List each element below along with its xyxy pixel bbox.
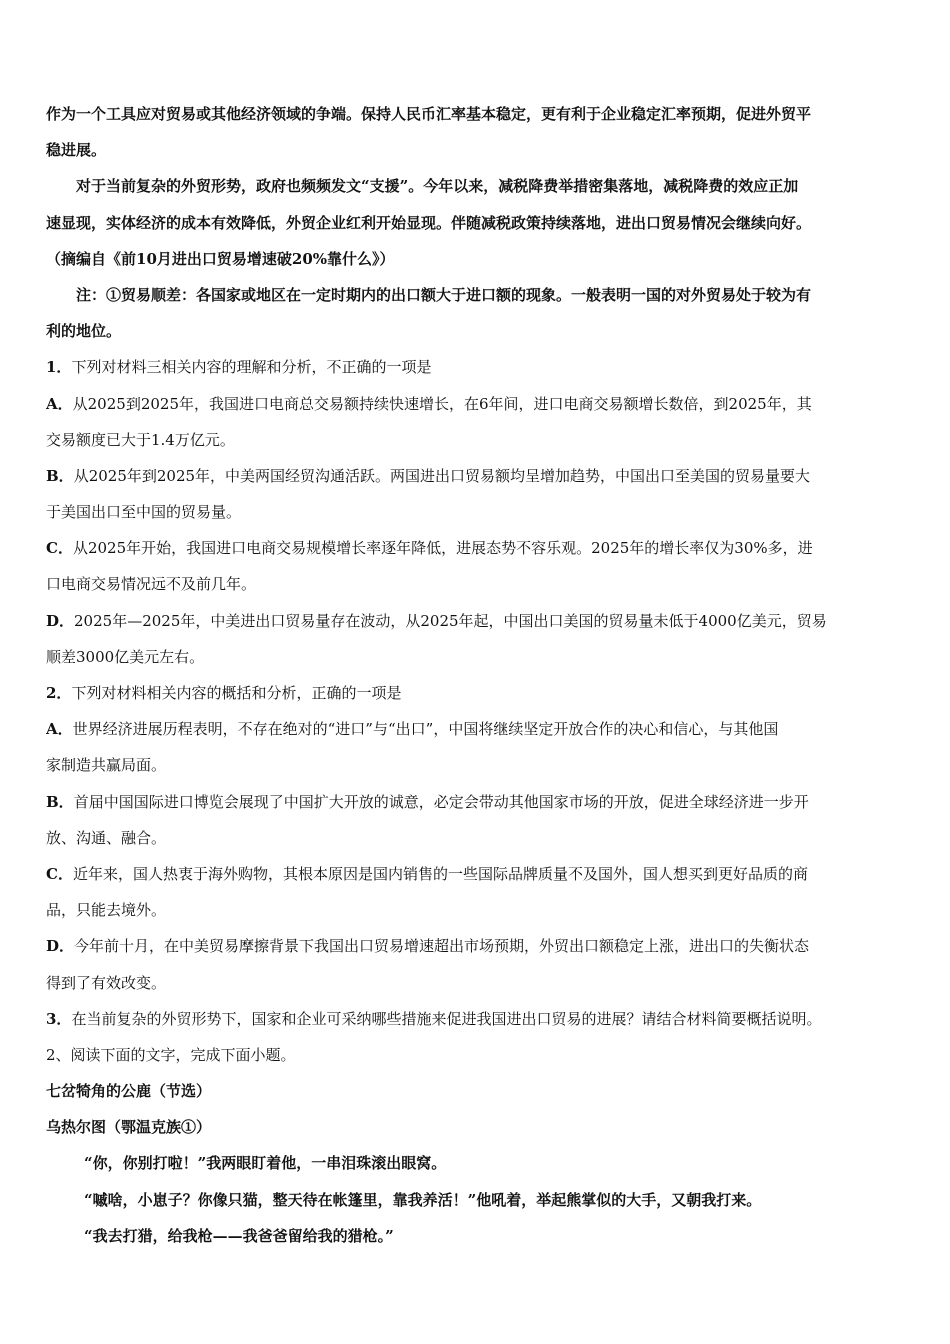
passage-line: 速显现，实体经济的成本有效降低，外贸企业红利开始显现。伴随减税政策持续落地，进出口贸易情况会继续向好。 bbox=[46, 213, 812, 232]
option-text-continued: 口电商交易情况远不及前几年。 bbox=[46, 575, 257, 594]
option-text: 世界经济进展历程表明，不存在绝对的“进口”与“出口”，中国将继续坚定开放合作的决心和信心，与其他国 bbox=[72, 720, 779, 739]
option-text-continued: 得到了有效改变。 bbox=[46, 973, 167, 992]
passage-note: 注：①贸易顺差：各国家或地区在一定时期内的出口额大于进口额的现象。一般表明一国的对外贸易处于较为有 bbox=[76, 285, 812, 304]
option-text: 今年前十月，在中美贸易摩擦背景下我国出口贸易增速超出市场预期，外贸出口额稳定上涨，进出口的失衡状态 bbox=[74, 937, 810, 956]
option-label: D． bbox=[46, 937, 75, 956]
option-a bbox=[46, 386, 906, 422]
option-text-continued: 家制造共赢局面。 bbox=[46, 756, 167, 775]
option-text: 从2025到2025年，我国进口电商总交易额持续快速增长，在6年间，进口电商交易额增长数倍，到2025年，其 bbox=[72, 394, 812, 413]
passage-note: 利的地位。 bbox=[46, 322, 122, 341]
story-paragraph: “我去打猎，给我枪——我爸爸留给我的猎枪。” bbox=[84, 1226, 394, 1245]
passage-paragraph: 对于当前复杂的外贸形势，政府也频频发文“支援”。今年以来，减税降费举措密集落地，减税降费的效应正加 bbox=[76, 177, 799, 196]
option-text: 从2025年到2025年，中美两国经贸沟通活跃。两国进出口贸易额均呈增加趋势，中国出口至美国的贸易量要大 bbox=[73, 466, 811, 485]
passage-source: （摘编自《前10月进出口贸易增速破20%靠什么》） bbox=[46, 249, 395, 268]
option-text: 2025年—2025年，中美进出口贸易量存在波动，从2025年起，中国出口美国的贸易量未低于4000亿美元，贸易 bbox=[74, 611, 827, 630]
option-b bbox=[46, 458, 906, 494]
option-label: C． bbox=[46, 864, 73, 883]
question-stem: 在当前复杂的外贸形势下，国家和企业可采纳哪些措施来促进我国进出口贸易的进展？请结合材料简要概括说明。 bbox=[71, 1009, 822, 1028]
option-text-continued: 放、沟通、融合。 bbox=[46, 828, 167, 847]
option-label: A． bbox=[46, 394, 73, 413]
question-3 bbox=[46, 1001, 906, 1037]
option-label: A． bbox=[46, 720, 73, 739]
passage-line: 稳进展。 bbox=[46, 141, 107, 160]
story-author: 乌热尔图（鄂温克族①） bbox=[46, 1118, 212, 1137]
option-c bbox=[46, 530, 906, 566]
story-paragraph: “你，你别打啦！”我两眼盯着他，一串泪珠滚出眼窝。 bbox=[84, 1154, 447, 1173]
option-label: B． bbox=[46, 466, 74, 485]
option-text: 近年来，国人热衷于海外购物，其根本原因是国内销售的一些国际品牌质量不及国外，国人想买到更好品质的商 bbox=[72, 864, 808, 883]
question-1 bbox=[46, 349, 906, 385]
option-text-continued: 于美国出口至中国的贸易量。 bbox=[46, 503, 242, 522]
option-label: C． bbox=[46, 539, 73, 558]
passage-line: 作为一个工具应对贸易或其他经济领域的争端。保持人民币汇率基本稳定，更有利于企业稳定汇率预期，促进外贸平 bbox=[46, 105, 812, 123]
question-2 bbox=[46, 675, 906, 711]
option-text-continued: 交易额度已大于1.4万亿元。 bbox=[46, 430, 235, 449]
option-d bbox=[46, 928, 906, 964]
story-paragraph: “嘁啥，小崽子？你像只猫，整天待在帐篷里，靠我养活！”他吼着，举起熊掌似的大手，又朝我打来。 bbox=[84, 1190, 762, 1209]
section-heading: 2、阅读下面的文字，完成下面小题。 bbox=[46, 1045, 296, 1064]
question-number: 2． bbox=[46, 684, 72, 702]
option-label: D． bbox=[46, 611, 75, 630]
option-text: 首届中国国际进口博览会展现了中国扩大开放的诚意，必定会带动其他国家市场的开放，促进全球经济进一步开 bbox=[73, 792, 809, 811]
option-b bbox=[46, 784, 906, 820]
option-text-continued: 顺差3000亿美元左右。 bbox=[46, 647, 205, 666]
option-text-continued: 品，只能去境外。 bbox=[46, 901, 167, 920]
option-a bbox=[46, 711, 906, 747]
question-stem: 下列对材料三相关内容的理解和分析，不正确的一项是 bbox=[71, 358, 432, 377]
option-label: B． bbox=[46, 792, 74, 811]
option-c bbox=[46, 856, 906, 892]
question-stem: 下列对材料相关内容的概括和分析，正确的一项是 bbox=[71, 684, 402, 702]
question-number: 3． bbox=[46, 1009, 72, 1028]
question-number: 1． bbox=[46, 358, 72, 377]
document-page bbox=[46, 96, 906, 1254]
story-title: 七岔犄角的公鹿（节选） bbox=[46, 1082, 212, 1101]
option-text: 从2025年开始，我国进口电商交易规模增长率逐年降低，进展态势不容乐观。2025年的增长率仅为30%多，进 bbox=[72, 539, 813, 558]
option-d bbox=[46, 603, 906, 639]
